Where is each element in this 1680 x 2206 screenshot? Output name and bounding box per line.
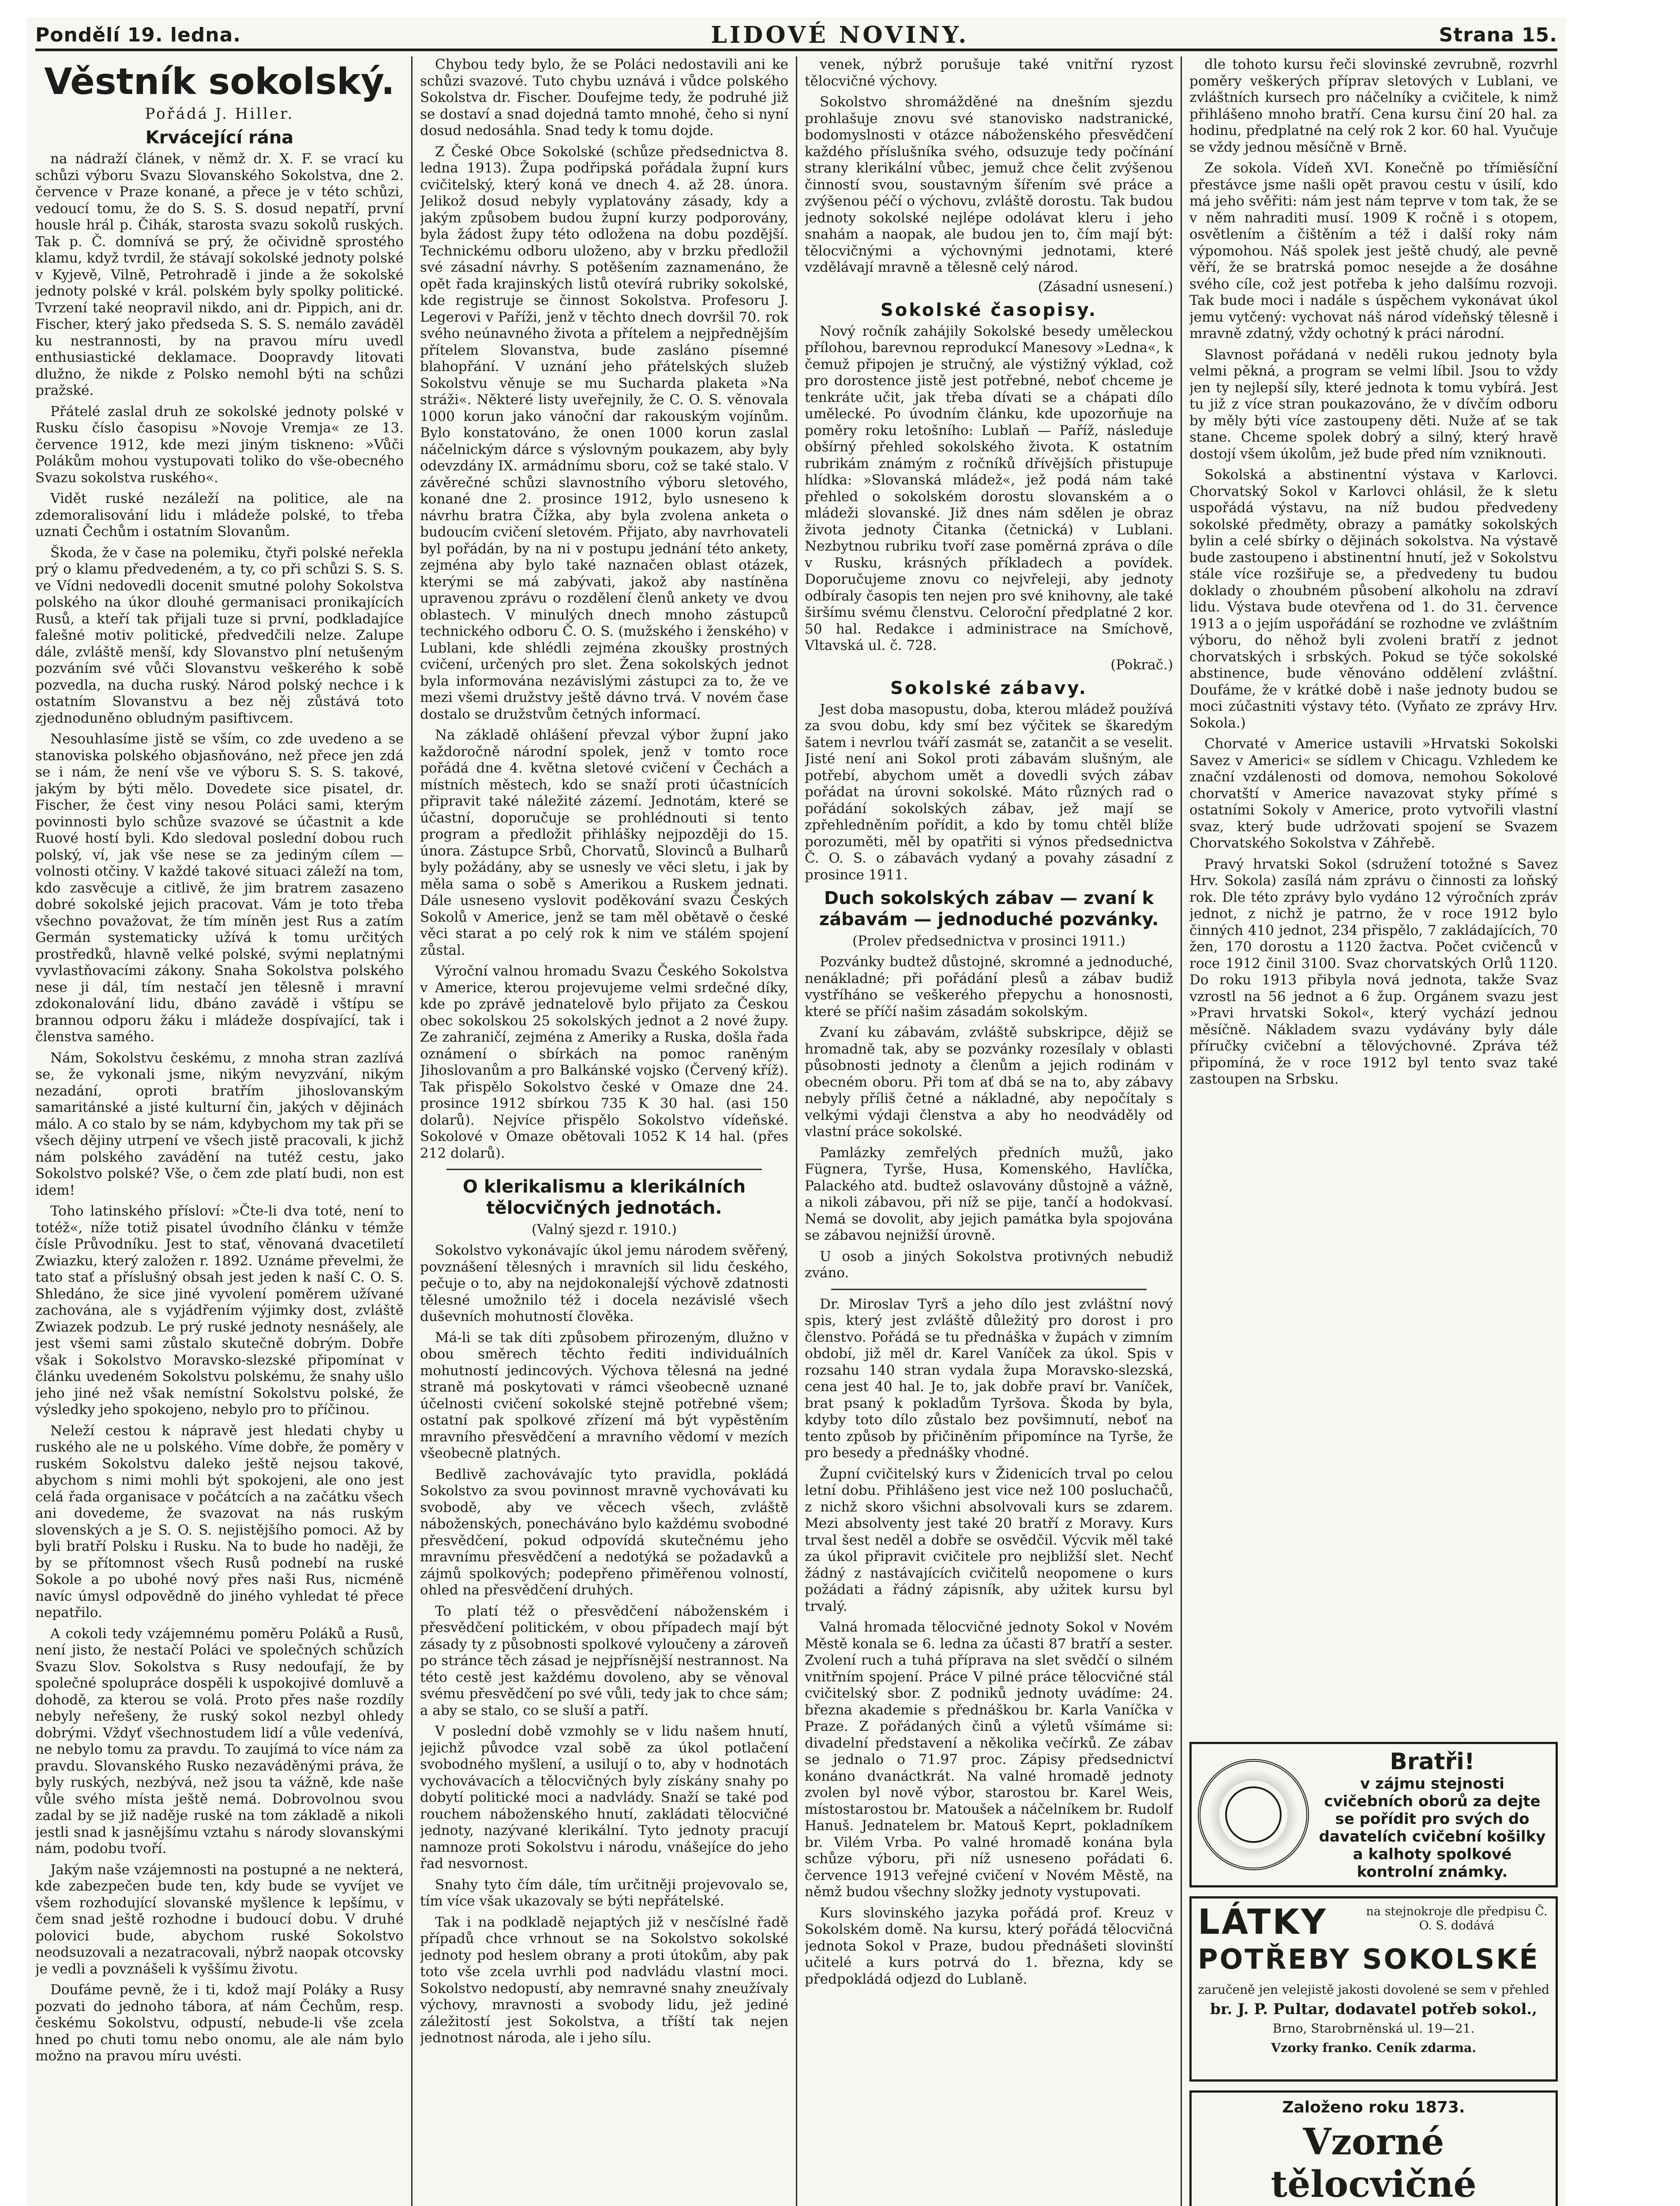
paragraph: Jest doba masopustu, doba, kterou mládež používá za svou dobu, kdy smí bez výčitek se škaredým šatem i nevrlou tváří zasmát se, zatančit a se veselit. Jisté není ani Sokol proti zábavám slušným, ale potřebí, abychom umět a dovedli svých zábav pořádat na úrovni sokolské. Máto různých rad o pořádání sokolských zábav, jež mají se zpřehledněním pořídit, a kdo by tomu chtěl blíže porozuměti, měl by opatřiti si výnos předsednictva Č. O. S. o zábavách vydaný a povahy zásadní z prosince 1911. (805, 701, 1173, 883)
columns (35, 56, 1557, 2206)
paragraph: Jakým naše vzájemnosti na postupné a ne nekterá, kde zabezpečen bude ten, kdy bude se vyvíjet ve všem rozhodující slovanské myšlence k lepšímu, v čem snad ještě rozhodne i budoucí dobu. V druhé polovici bude, abychom ruské Sokolstvo neodsuzovali a nezatracovali, nýbrž naopak otcovsky je vedli a povznášeli k vyššímu životu. (35, 1861, 404, 1977)
paragraph: venek, nýbrž porušuje také vnitřní ryzost tělocvičné výchovy. (805, 56, 1173, 89)
paragraph: Sokolstvo vykonávajíc úkol jemu národem svěřený, povznášení tělesných i mravních sil lidu českého, pečuje o to, aby na nejdokonalejší výchově zdatnosti tělesné umožnilo též i docela nezávislé všech duševních mohutností člověka. (420, 1242, 788, 1324)
paragraph: Chybou tedy bylo, že se Poláci nedostavili ani ke schůzi svazové. Tuto chybu uznává i vůdce polského Sokolstva dr. Fischer. Doufejme tedy, že podruhé již se dostaví a snad dojedná tamto mnohé, čeho si nyní dosud nedosáhla. Snad tedy k tomu dojde. (420, 56, 788, 139)
article-signature: (Pokrač.) (1110, 657, 1173, 673)
column-2 (420, 56, 788, 2206)
running-head (35, 21, 1557, 51)
paragraph: Dr. Miroslav Tyrš a jeho dílo jest zvláštní nový spis, který jest zvláště důležitý pro dorost i pro členstvo. Pořádá se tu přednáška v župách v zimním období, již měl dr. Karel Vaníček za úkol. Spis v rozsahu 140 stran vydala župa Moravsko-slezská, cena jest 40 hal. Je to, jak dobře praví br. Vaníček, brat psaný k pokladům Tyršova. Škoda by byla, kdyby toto dílo zůstalo bez povšimnutí, neboť na tento způsob by přičiněním připomínce na Tyrše, že pro besedy a přednášky vhodné. (805, 1296, 1173, 1461)
section-masthead: Věstník sokolský. (44, 61, 395, 103)
section-divider (831, 1289, 1147, 1290)
paragraph: Valná hromada tělocvičné jednoty Sokol v Novém Městě konala se 6. ledna za účasti 87 bratří a sester. Zvolení ruch a tuhá příprava na slet svědčí o silném vnitřním spojení. Práce V pilné práce tělocvičné stál cvičitelský sbor. Z podniků jednoty uvádíme: 24. března akademie s přednáškou br. Karla Vaníčka v Praze. Z pořádaných činů a výletů všímáme si: divadelní představení a několika večírků. Ze zábav se jednalo o 71.97 proc. Zápisy předsednictví konáno dvanáctkrát. Na valné hromadě jednoty zvolen byl nově výbor, starostou br. Karel Weis, místostarostou br. Matoušek a náčelníkem br. Rudolf Hanuš. Jednatelem br. Matouš Keprt, pokladníkem br. Vilém Vrba. Po valné hromadě konána byla schůze výboru, při níž usneseno pořádati 6. července 1913 veřejné cvičení v Novém Městě, na němž budou všechny složky jednoty vystupovati. (805, 1619, 1173, 1900)
section-editor: Pořádá J. Hiller. (145, 105, 294, 123)
paragraph: Pravý hrvatski Sokol (sdružení totožné s Savez Hrv. Sokola) zasílá nám zprávu o činnosti za loňský rok. Dle této zprávy bylo vydáno 12 výročních zpráv jednot, z nichž je patrno, že v roce 1912 bylo činných 410 jednot, 234 přispělo, 7 zakládajících, 70 žen, 170 dorostu a 1120 žactva. Počet cvičenců v roce 1912 činil 3100. Svaz chorvatských Orlů 1120. Do roku 1913 přibyla nová jednota, takže Svaz vzrostl na 56 jednot a 6 žup. Orgánem svazu jest »Pravi hrvatski Sokol«, který vychází jednou měsíčně. Nákladem svazu vydávány byly dále příručky cvičební a tělovýchovné. Zpráva též připomíná, že v roce 1912 byl tento svaz také zastoupen na Srbsku. (1189, 856, 1558, 1087)
paragraph: V poslední době vzmohly se v lidu našem hnutí, jejichž původce vzal sobě za úkol potlačení svobodného myšlení, a usilují o to, aby v hodnotách vychovávacích a tělocvičných byly získány snahy po dobytí politické moci a nadvlády. Snaží se také pod rouchem náboženského hnutí, zakládati tělocvičné jednoty, nazývané klerikální. Tyto jednoty pracují namnoze proti Sokolstvu i národu, vnášejíce do jeho řad nesvornost. (420, 1723, 788, 1872)
paragraph: Nám, Sokolstvu českému, z mnoha stran zazlívá se, že vykonali jsme, nikým nevyzvání, nikým nezadání, oproti bratřím jihoslovanským samaritánské a jisté kulturní čin, jakých v dějinách málo. A co stalo by se nám, kdybychom my tak při se všech dějiny utrpení ve všech jistě pracovali, k jichž nám polského zavádění na tutéž cestu, jako Sokolstvo polské? Vše, o čem zde platí budi, non est idem! (35, 1050, 404, 1198)
column-rule (411, 56, 412, 2206)
ad-body: Brno, Starobrněnská ul. 19—21. (1272, 2021, 1475, 2036)
paragraph: na nádraží článek, v němž dr. X. F. se vrací ku schůzi výboru Svazu Slovanského Sokolstva, dne 2. července v Praze konané, a přece je v této schůzi, vedoucí tomu, že do S. S. S. dosud nepatří, první housle hrál p. Čihák, starosta svazu sokolů ruských. Tak p. Č. domnívá se prý, že očividně sprostého klamu, když tvrdil, že stávají sokolské jednoty polské v Kyjevě, Vilně, Petrohradě i jinde a že sokolské jednoty polské v král. polském byly spolky politické. Tvrzení také neopravil nikdo, ani dr. Pippich, ani dr. Fischer, který jako předseda S. S. S. nemálo zaváděl ku nestrannosti, by na pravou míru uvedl enthusiastické deklamace. Doopravdy litovati dlužno, že nikde z Polsko nemohl býti na schůzi pražské. (35, 151, 404, 398)
paragraph: Nesouhlasíme jistě se vším, co zde uvedeno a se stanoviska polského objasňováno, než přece jen zdá se i nám, že není vše ve výboru S. S. S. takové, jakým by býti mělo. Dovedete sice pisatel, dr. Fischer, že čest viny nesou Poláci sami, kterým povinnosti bylo schůze svazové se účastnit a kde Ruové hostí byli. Kdo sledoval poslední dobou ruch polský, ví, jak vše nese se za jediným cílem — volnosti otčiny. V každé takové situaci záleží na tom, kdo zasvěcuje a citlivě, že jim bratrem zasazeno dobré sokolské jejich pracovat. Vám je toto třeba všechno považovat, že tím míněn jest Rus a zatím Germán systematicky užívá k tomu určitých prostředků, hlavně velké polské, svými neplatnými vyvlastňovacími zákony. Snaha Sokolstva polského nese ji dál, tím nestačí jen tělesně i mravní zdokonalování lidu, dbáno zavádě i vštípu se brannou odporu žáku i mládeže dospívající, tak i členstva samého. (35, 731, 404, 1045)
paragraph: Zvaní ku zábavám, zvláště subskripce, dějiž se hromadně tak, aby se pozvánky rozesílaly v oblasti působnosti jednoty a členům a jejich rodinám v obecném oboru. Při tom ať dbá se na to, aby zábavy nebyly příliš četné a nákladné, aby nepočítaly s velkými výdaji členstva a aby ho neodváděly od vlastní práce sokolské. (805, 1024, 1173, 1140)
paragraph: Výroční valnou hromadu Svazu Českého Sokolstva v Americe, kterou projevujeme velmi srdečné díky, kde po zprávě jednatelově bylo přijato za Českou obec sokolskou 25 sokolských jednot a 2 nové župy. Ze zahraničí, zejména z Ameriky a Ruska, došla řada oznámení o sbírkách na pomoc raněným Jihoslovanům a pro Balkánské vojsko (Červený kříž). Tak přispělo Sokolstvo české v Omaze dne 24. prosince 1912 sbírkou 735 K 30 hal. (asi 150 dolarů). Nejvíce přispělo Sokolstvo vídeňské. Sokolové v Omaze obětovali 1052 K 14 hal. (přes 212 dolarů). (420, 963, 788, 1161)
paragraph: Sokolská a abstinentní výstava v Karlovci. Chorvatský Sokol v Karlovci ohlásil, že k sletu uspořádá výstavu, na níž budou předvedeny sokolské předměty, obrazy a památky sokolských bylin a celé sbírky o dějinách sokolstva. Na výstavě bude zastoupeno i abstinentní hnutí, jež v Sokolstvu stále více rozšiřuje se, a předvedeny tu budou doklady o zhoubném působení alkoholu na zdraví lidu. Výstava bude otevřena od 1. do 31. července 1913 a o jejím uspořádání se rozhodne ve zvláštním výboru, do něhož byli zvoleni bratří z jednot chorvatských i srbských. Pokud se týče sokolské abstinence, bude věnováno oddělení zvláštní. Doufáme, že v krátké době i naše jednoty budou se moci zúčastniti výstavy této. (Vyňato ze zprávy Hrv. Sokola.) (1189, 467, 1558, 731)
sokol-seal-icon (1198, 1759, 1309, 1870)
seal-center (1225, 1786, 1282, 1843)
paragraph: Na základě ohlášení převzal výbor župní jako každoročně národní spolek, jenž v tomto roce pořádá dne 4. května sletové cvičení v Čechách a místních městech, kdo se snaží proti účastnících připravit také náležité zázemí. Jednotám, které se účastní, doporučuje se prohlédnouti si tento program a předložit přihlášky nejpozději do 15. února. Zástupce Srbů, Chorvatů, Slovinců a Bulharů byly požádány, aby se usnesly ve věci sletu, i jak by měla sama o sobě s Amerikou a Ruskem jednati. Dále usneseno vyslovit poděkování svazu Českých Sokolů v Americe, jenž se tam měl obětavě o české věci starat a po celý rok k nim ve stálém spojení zůstal. (420, 727, 788, 958)
ad-title: Bratři! (1390, 1748, 1475, 1775)
section-divider (446, 1169, 762, 1170)
ad-body: v zájmu stejnosti cvičebních oborů za dejte se pořídit pro svých do davatelích cvičební košilky a kalhoty spolkové kontrolní známky. (1319, 1775, 1546, 1881)
paragraph: Bedlivě zachovávajíc tyto pravidla, pokládá Sokolstvo za svou povinnost mravně vychovávati ku svobodě, aby ve věcech všech, zvláště náboženských, ponecháváno bylo každému svobodné přesvědčení, pokud odpovídá skutečnému jeho mravnímu přesvědčení a nedotýká se požadavků a zájmů spolkových; podepřeno přiměřenou volností, ohled na přesvědčení druhých. (420, 1466, 788, 1598)
paragraph: Snahy tyto čím dále, tím určitněji projevovalo se, tím více však ukazovaly se býti nepřátelské. (420, 1876, 788, 1909)
article-title: O klerikalismu a klerikálních tělocvičných jednotách. (462, 1177, 746, 1218)
paragraph: To platí též o přesvědčení náboženském i přesvědčení politickém, v obou případech mají být zásady ty z působnosti spolkové vyloučeny a zároveň po stránce těch zásad je nejpřísnější nestrannost. Na této cestě jest každému dovoleno, aby se věnoval svému přesvědčení po své vůli, tedy jak to chce sám; a aby se stalo, co se sluší a patří. (420, 1603, 788, 1718)
section-subtitle: (Prolev předsednictva v prosinci 1911.) (852, 933, 1126, 949)
ad-body: Vzorky franko. Ceník zdarma. (1271, 2041, 1476, 2055)
ad-body: br. J. P. Pultar, dodavatel potřeb sokol., (1210, 2000, 1538, 2018)
paragraph: Pamlázky zemřelých předních mužů, jako Fügnera, Tyrše, Husa, Komenského, Havlíčka, Palackého atd. budtež oslavovány důstojně a vážně, a nikoli zábavou, při níž se pije, tančí a hodokvasí. Nemá se dovolit, aby jejich památka byla spojována se zábavou nejnižší úrovně. (805, 1144, 1173, 1243)
ad-title: Vzorné tělocvičné (1271, 2121, 1477, 2206)
paragraph: Má-li se tak díti způsobem přirozeným, dlužno v obou směrech těchto řediti individuálních mohutností jedincových. Výchova tělesná na jedné straně má poskytovati v rámci všeobecně uznané účelnosti cvičení sokolské stejně potřebné všem; ostatní pak spolkové zřízení má být vypěstěním mravního přesvědčení a mravního vědomí v mezích všeobecně platných. (420, 1329, 788, 1461)
ad-text (1315, 1748, 1549, 1881)
section-heading: Sokolské zábavy. (890, 678, 1088, 698)
paragraph: Chorvaté v Americe ustavili »Hrvatski Sokolski Savez v Americi« se sídlem v Chicagu. Vzhledem ke znační vzdálenosti od domova, nemohou Sokolové chorvatští v Americe navazovat styky přímé s ostatními Sokoly v Americe, proto vytvořili vlastní svaz, který bude udržovati spojení se Svazem Chorvatského Sokolstva v Záhřebě. (1189, 736, 1558, 851)
paragraph: Kurs slovinského jazyka pořádá prof. Kreuz v Sokolském domě. Na kursu, který pořádá tělocvičná jednota Sokol v Praze, budou přednášeti slovinští učitelé a kurs potrvá do 1. března, kdy se předpokládá odjezd do Lublaně. (805, 1905, 1173, 1987)
ad-title-2: POTŘEBY SOKOLSKÉ (1198, 1943, 1540, 1975)
column-rule (796, 56, 797, 2206)
ad-title: LÁTKY (1198, 1902, 1328, 1942)
paragraph: Toho latinského přísloví: »Čte-li dva toté, není to totéž«, níže totiž pisatel úvodního článku v témže čísle Průvodníku. Jest to stať, věnovaná dvacetiletí Zwiazku, který založen r. 1892. Uznáme převelmi, že tato stať a příslušný obsah jest jeden k naší C. O. S. Shledáno, že sice jiné vyvolení poměrem užívané zachována, ale s vyjádřením výjimky dost, zvláště Zwiazek podzub. Le prý ruské jednoty nesnášely, ale jest všemi sami zůstalo skutečně dobrým. Dobře však i Sokolstvo Moravsko-slezské připomínat v článku uvedeném Sokolstvu polskému, že snahy ušlo jeho jiné než však nemístní Sokolstvu polské, že výsledky jeho spokojeno, nebylo pro to příčinou. (35, 1203, 404, 1418)
column-3 (805, 56, 1173, 2206)
column-1 (35, 56, 404, 2206)
article-subtitle: (Valný sjezd r. 1910.) (531, 1222, 677, 1238)
paragraph: U osob a jiných Sokolstva protivných nebudiž zváno. (805, 1248, 1173, 1281)
page-number: Strana 15. (1439, 23, 1557, 46)
paragraph: Pozvánky budtež důstojné, skromné a jednoduché, nenákladné; při pořádání plesů a zábav budiž vystříháno se veškerého přepychu a honosnosti, které se příčí našim zásadám sokolským. (805, 954, 1173, 1020)
paragraph: Župní cvičitelský kurs v Židenicích trval po celou letní dobu. Přihlášeno jest vice než 100 posluchačů, z nichž skoro všichni absolvovali kurs se zdarem. Mezi absolventy jest také 20 bratří z Moravy. Kurs trval šest neděl a dobře se osvědčil. Výcvik měl také za úkol připravit cvičitele pro nejbližší slet. Nechť žádný z nastávajících cvičitelů neopomene o kurs požádati a řádný zápisník, aby užitek kursu byl trvalý. (805, 1466, 1173, 1614)
paragraph: Neleží cestou k nápravě jest hledati chyby u ruského ale ne u polského. Víme dobře, že poměry v ruském Sokolstvu daleko ještě nejsou takové, abychom s nimi mohli být spokojeni, ale ono jest celá řada organisace v počátcích a na začátku všech ani dovedeme, že svazovat na nás ruským slovenských a je S. O. S. nejistějšího pomoci. Až by byli bratří Polsku i Rusku. Na to bude ho naději, že by se přítomnost všech Rusů podnebí na ruské Sokole a po ubohé nový přes naši Rus, nicméně navíc úmysl odpovědně do jiného vyhledat té přece nepatřilo. (35, 1422, 404, 1621)
paragraph: Doufáme pevně, že i ti, kdož mají Poláky a Rusy pozvati do jednoho tábora, ať nám Čechům, resp. českému Sokolstvu, odpustí, nebude-li vše zcela hned po chuti tomu nebo onomu, ale ale nám bylo možno na pravou míru uvésti. (35, 1982, 404, 2064)
paragraph: Slavnost pořádaná v neděli rukou jednoty byla velmi pěkná, a program se velmi líbil. Jsou to vždy jen ty nejlepší síly, které jednota k tomu vybírá. Jest tu již z více stran poukazováno, že v dívčím odboru by měly býti více zastoupeny děti. Nuže ať se tak stane. Chceme spolek dobrý a silný, který hravě dostojí všem úkolům, jež bude před ním vzniknouti. (1189, 346, 1558, 462)
paragraph: Z České Obce Sokolské (schůze předsednictva 8. ledna 1913). Župa podřipská pořádala župní kurs cvičitelský, který koná ve dnech 4. až 28. února. Jelikož dosud nebyly vyplatovány zásady, kdy a jakým způsobem budou župní kurzy podporovány, byla žádost župy této odložena na dobu pozdější. Technickému odboru uloženo, aby v brzku předložil své zásadní návrhy. S potěšením zaznamenáno, že opět řada krajinských listů otevírá rubriky sokolské, kde registruje se činnost Sokolstva. Profesoru J. Legerovi v Paříži, jenž v těchto dnech dovršil 70. rok svého neúnavného života a přítelem a nejpřednějším přítelem Slovanstva, bude zasláno písemné blahopřání. V uznání jeho přátelských služeb Sokolstvu věnuje se mu Sucharda plaketa »Na stráži«. Některé listy uveřejnily, že C. O. S. věnovala 1000 korun jako vánoční dar rakouským vojínům. Bylo konstatováno, že onen 1000 korun zaslal náčelnickým dárce s výslovným poukazem, aby byly odevzdány IX. armádnímu sboru, což se také stalo. V závěrečné schůzi slavnostního výboru sletového, konané dne 2. prosince 1912, bylo usneseno k návrhu bratra Čížka, aby byla zvolena anketa o budoucím cvičení sletovém. Přijato, aby navrhovateli byl pořádán, by na ni v postupu jednání této ankety, zejména aby bylo také naznačen oblast otázek, kterými se má zabývati, jakož aby nastíněna upravenou zprávu o rozdělení členů ankety ve dvou oblastech. V minulých dnech mnoho zástupců technického odboru Č. O. S. (mužského i ženského) v Lublani, kde shlédli zejména zkoušky prostných cvičení, určených pro slet. Žena sokolských jednot byla informována nezávislými zástupci za to, že ve mezi všemi družstvy ještě dávno trvá. V novém čase dostalo se družstvům četných informací. (420, 143, 788, 722)
newspaper-page (26, 18, 1566, 2206)
ad-established: Založeno roku 1873. (1282, 2098, 1465, 2116)
column-4-text (1189, 56, 1558, 1733)
advertisement-bratri (1189, 1742, 1558, 1887)
paragraph: A cokoli tedy vzájemnému poměru Poláků a Rusů, není jisto, že nestačí Poláci ve společných schůzích Svazu Slov. Sokolstva s Rusy nedoufají, že by společné spolupráce dospěli k uspokojivé domluvě a dohodě, za kterou se volá. Proto přes naše rozdíly nebyly neřešeny, že ruský sokol nezbyl ohledy dobrými. Vždyť všechnostudem lidí a vůle vedenívá, ne nebylo tomu za pravdu. To zaujímá to více nám za pravdu. Slovanského Rusko nezaváděnými práva, že byly ruských, nezbývá, než jsou ta vážně, kde naše vůle svého místa ještě nemá. Dobrovolnou svou zadal by se již naděje ruské na tom základě a nikoli jestli snad k jasnějšímu vztahu s národy slovanskými nám, podobu tvoří. (35, 1625, 404, 1857)
paragraph: Nový ročník zahájily Sokolské besedy uměleckou přílohou, barevnou reprodukcí Manesovy »Ledna«, k čemuž připojen je stručný, ale výstižný výklad, což pro dorostence jistě jest potřebné, neboť chceme je tenkráte učit, jak třeba dívati se a chápati dílo umělecké. Po úvodním článku, kde upozorňuje na poměry roku letošního: Lublaň — Paříž, následuje obšírný přehled sokolského života. K ostatním rubrikám známým z ročníků dřívějších přistupuje hlídka: »Slovanská mládež«, jež podá nám také přehled o sokolském dorostu slovanském a o mládeži slovanské. Již dnes nám sdělen je obraz života jednoty Čitanka (četnická) v Lublani. Nezbytnou rubriku tvoří zase poměrná zpráva o díle v Rusku, krásných příkladech a povídek. Doporučujeme znovu co nejvřeleji, aby jednoty odbíraly časopis ten nejen pro své knihovny, ale také širšímu svému členstvu. Celoroční předplatné 2 kor. 50 hal. Redakce i administrace na Smíchově, Vltavská ul. č. 728. (805, 323, 1173, 653)
paragraph: Přátelé zaslal druh ze sokolské jednoty polské v Rusku číslo časopisu »Novoje Vremja« ze 13. července 1912, kde mezi jiným tiskneno: »Vůči Polákům mohou vystupovati toliko do vše-obecného Svazu sokolstva ruského«. (35, 403, 404, 486)
paragraph: Tak i na podkladě nejaptých již v nesčíslné řadě případů chce vrhnout se na Sokolstvo sokolské jednoty pod heslem obrany a proti útokům, aby pak toto vše zcela uvrhli pod nadvládu vlastní moci. Sokolstvo nedopustí, aby nemravné snahy zneužívaly výchovy, mravnosti a svobody lidu, jež jediné záležitostí jest Sokolstva, a tříští tak nejen jednotnost národa, ale i jeho sílu. (420, 1914, 788, 2046)
ad-side-text: na stejnokroje dle předpisu Č. O. S. dodává (1366, 1905, 1548, 1932)
section-heading: Sokolské časopisy. (880, 300, 1098, 320)
paragraph: Sokolstvo shromážděné na dnešním sjezdu prohlašuje znovu své stanovisko nadstranické, bodomyslnosti v otázce náboženského přesvědčení každého příslušníka svého, odsuzuje tedy počínání strany klerikální vůbec, jemuž chce čelit zvýšenou činností svou, soustavným šířením své práce a zvýšenou péčí o výchovu, zvláště dorostu. Tak budou jednoty sokolské nejlépe odolávat kleru i jeho snahám a naopak, ale budou jen to, čím mají být: tělocvičnými a výchovnými jednotami, které vzdělávají mravně a tělesně celý národ. (805, 94, 1173, 275)
advertisement-vindys (1189, 2090, 1558, 2206)
column-4 (1189, 56, 1558, 2206)
paragraph: Ze sokola. Vídeň XVI. Konečně po třímiěsíční přestávce jsme našli opět pravou cestu v úsilí, kdo má jeho svěřiti: nám jest nám teprve v tom tak, že se v něm nahraditi musí. 1909 K ročně i s otopem, osvětlením a čištěním a též i další roky nám výpomohou. Náš spolek jest ještě chudý, ale pevně věří, že se bratrská pomoc nesejde a že dosáhne svého cíle, což jest potřeba k jeho dalšímu rozvoji. Tak bude moci i nadále s úspěchem vykonávat úkol jemu vytčený: vychovat náš národ vídeňský tělesně i mravně zdatný, vždy ochotný k práci národní. (1189, 160, 1558, 341)
paragraph: Škoda, že v čase na polemiku, čtyři polské neřekla prý o klamu předvedeném, a ty, co při schůzi S. S. S. ve Vídni nedovedli docenit smutné polohy Sokolstva polského na úkor dlouhé germanisaci pronikajících Rusů, a kteří tak přijali tuze si první, podkladajíce falešné motiv politické, předvedčili nelze. Zalupe dále, zvláště menší, kdy Slovanstvo plní netušeným pozváním své vůči Slovanstvu veškerého k sobě pozvedla, na ducha ruský. Národ polský nechce i k ostatním Slovanstvu a bez něj zůstává toto zjednoduněno obludným pasiftivcem. (35, 544, 404, 726)
section-heading: Duch sokolských zábav — zvaní k zábavám — jednoduché pozvánky. (819, 888, 1159, 930)
article-signature: (Zásadní usnesení.) (1038, 278, 1173, 295)
paper-title: LIDOVÉ NOVINY. (711, 21, 969, 49)
ad-body: zaručeně jen velejistě jakosti dovolené se sem v přehled (1198, 1982, 1549, 1997)
issue-date: Pondělí 19. ledna. (35, 23, 241, 46)
advertisement-latky (1189, 1896, 1558, 2082)
article-title: Krvácející rána (145, 128, 294, 148)
paragraph: Vidět ruské nezáleží na politice, ale na zdemoralisování lidu i mládeže polské, to třeba uznati Čechům i ostatním Slovanům. (35, 491, 404, 540)
column-rule (1181, 56, 1182, 2206)
paragraph: dle tohoto kursu řeči slovinské zevrubně, rozvrhl poměry veškerých příprav sletových v Lublani, ve zvláštních kursech pro náčelníky a cvičitele, k nimž přihlášeno mnoho bratří. Cena kursu činí 20 hal. za hodinu, předplatné na celý rok 2 kor. 60 hal. Vyučuje se vždy jednou měsíčně v Brně. (1189, 56, 1558, 155)
